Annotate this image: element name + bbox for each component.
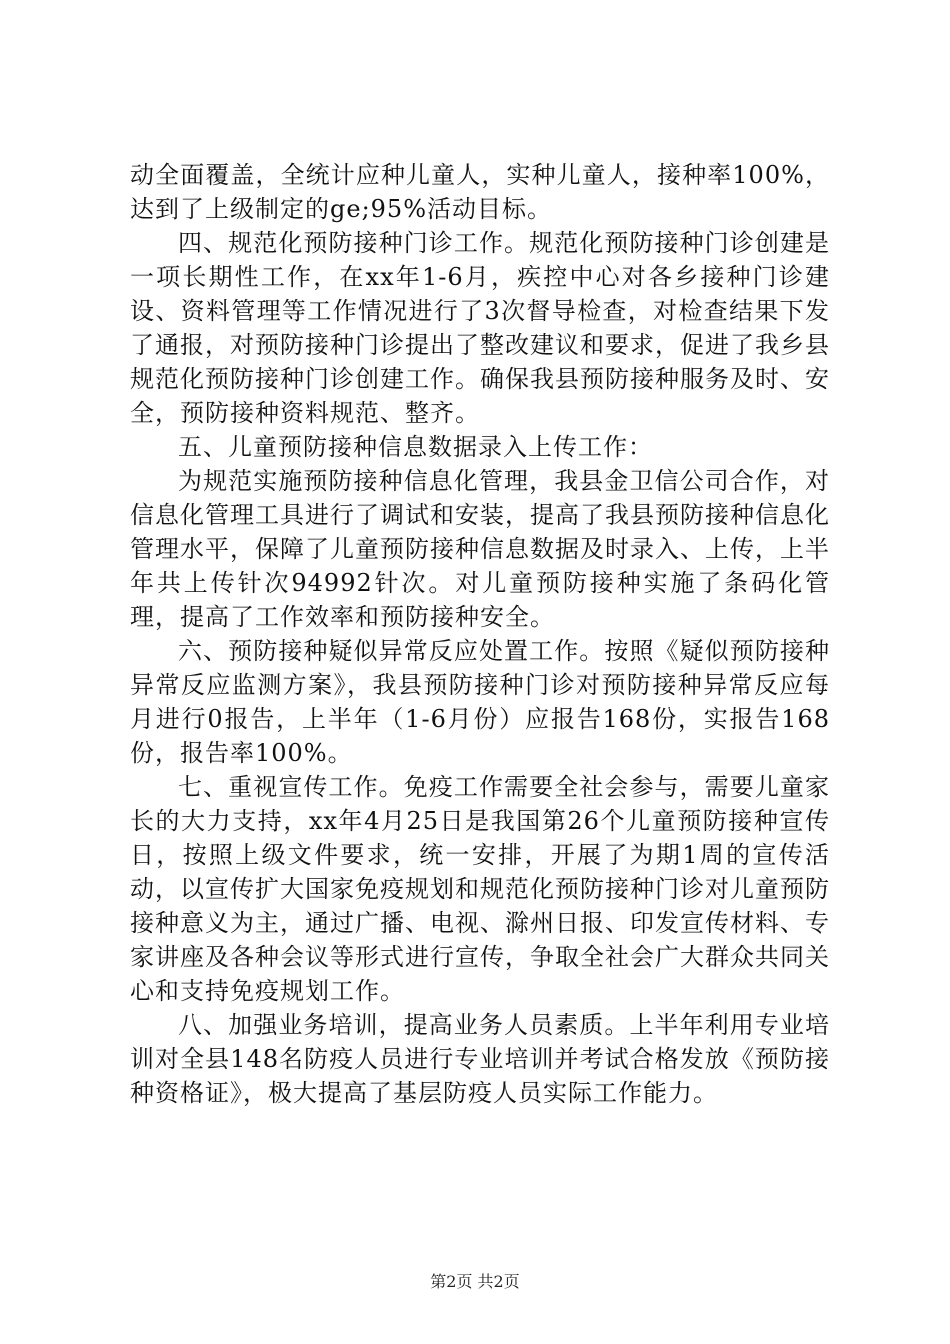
page-number-label: 第2页 共2页: [430, 1272, 520, 1291]
paragraph-5: 六、预防接种疑似异常反应处置工作。按照《疑似预防接种异常反应监测方案》，我县预防接种门诊对预防接种异常反应每月进行0报告，上半年（1-6月份）应报告168份，实报告168份，报告率100%。: [130, 637, 830, 767]
paragraph-7: 八、加强业务培训，提高业务人员素质。上半年利用专业培训对全县148名防疫人员进行专业培训并考试合格发放《预防接种资格证》，极大提高了基层防疫人员实际工作能力。: [130, 1011, 830, 1107]
paragraph-4: 为规范实施预防接种信息化管理，我县金卫信公司合作，对信息化管理工具进行了调试和安装，提高了我县预防接种信息化管理水平，保障了儿童预防接种信息数据及时录入、上传，上半年共上传针次94992针次。对儿童预防接种实施了条码化管理，提高了工作效率和预防接种安全。: [130, 467, 830, 631]
paragraph-2: 四、规范化预防接种门诊工作。规范化预防接种门诊创建是一项长期性工作，在xx年1-6月，疾控中心对各乡接种门诊建设、资料管理等工作情况进行了3次督导检查，对检查结果下发了通报，对预防接种门诊提出了整改建议和要求，促进了我乡县规范化预防接种门诊创建工作。确保我县预防接种服务及时、安全，预防接种资料规范、整齐。: [130, 229, 830, 427]
document-body: [130, 158, 830, 1110]
paragraph-6: 七、重视宣传工作。免疫工作需要全社会参与，需要儿童家长的大力支持，xx年4月25日是我国第26个儿童预防接种宣传日，按照上级文件要求，统一安排，开展了为期1周的宣传活动，以宣传扩大国家免疫规划和规范化预防接种门诊对儿童预防接种意义为主，通过广播、电视、滁州日报、印发宣传材料、专家讲座及各种会议等形式进行宣传，争取全社会广大群众共同关心和支持免疫规划工作。: [130, 773, 830, 1005]
page-footer: [0, 1272, 950, 1292]
paragraph-1: 动全面覆盖，全统计应种儿童人，实种儿童人，接种率100%，达到了上级制定的ge;95%活动目标。: [130, 161, 830, 223]
paragraph-3: 五、儿童预防接种信息数据录入上传工作：: [178, 433, 653, 461]
